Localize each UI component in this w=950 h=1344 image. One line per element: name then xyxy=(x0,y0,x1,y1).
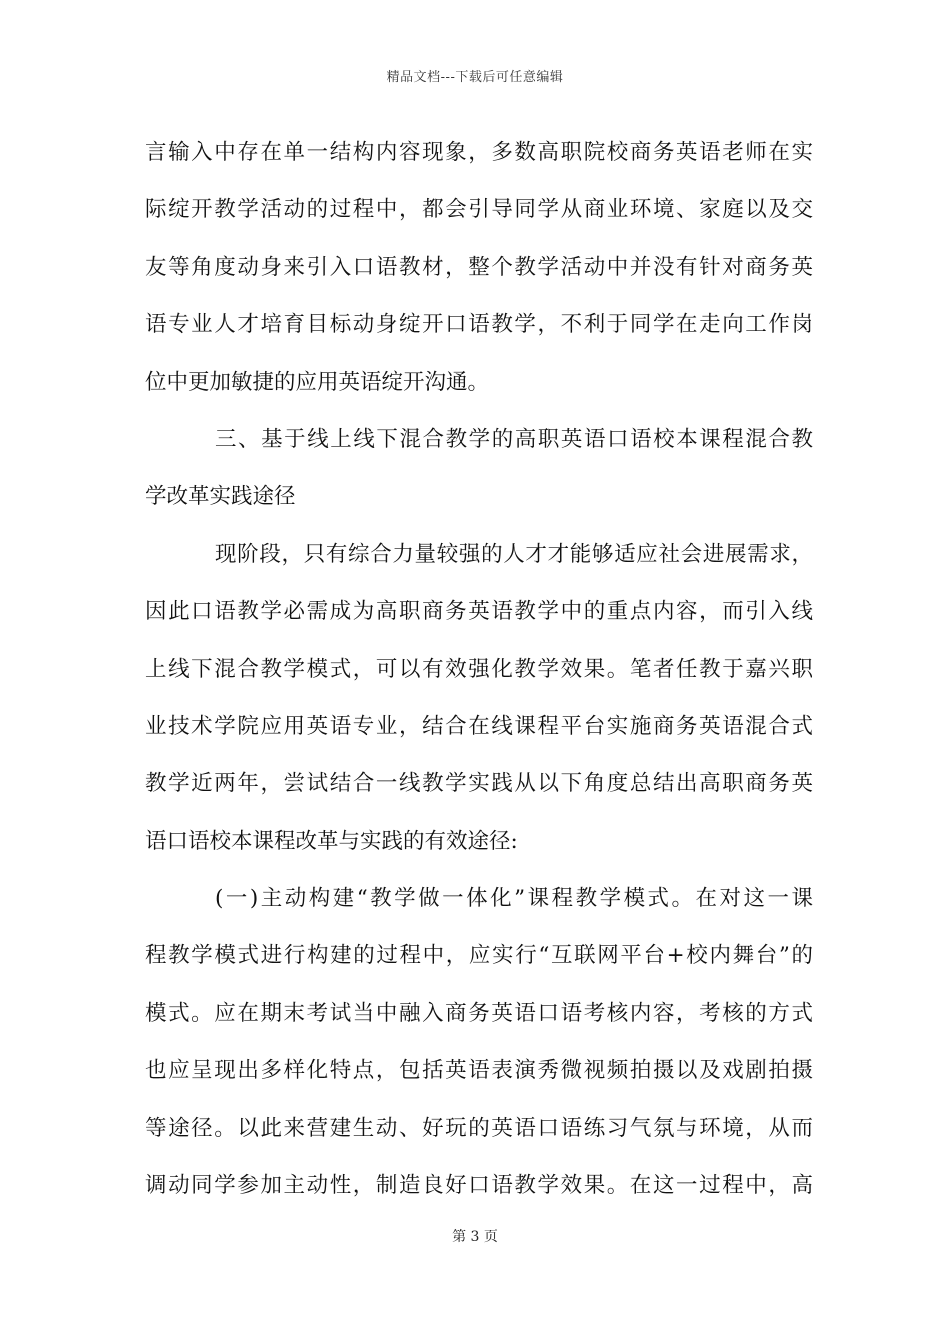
text-line: 语口语校本课程改革与实践的有效途径: xyxy=(145,828,518,854)
text-line: 学改革实践途径 xyxy=(145,484,296,510)
text-line: 言输入中存在单一结构内容现象，多数高职院校商务英语老师在实 xyxy=(145,140,813,165)
text-line: 友等角度动身来引入口语教材，整个教学活动中并没有针对商务英 xyxy=(145,254,813,280)
text-line: 也应呈现出多样化特点，包括英语表演秀微视频拍摄以及戏剧拍摄 xyxy=(145,1058,813,1084)
text-line: 现阶段，只有综合力量较强的人才才能够适应社会进展需求， xyxy=(215,541,813,567)
text-line: 调动同学参加主动性，制造良好口语教学效果。在这一过程中，高 xyxy=(145,1173,813,1199)
text-line: 模式。应在期末考试当中融入商务英语口语考核内容，考核的方式 xyxy=(145,1000,813,1026)
text-line: 程教学模式进行构建的过程中，应实行“互联网平台+校内舞台”的 xyxy=(145,943,813,969)
text-line: 三、基于线上线下混合教学的高职英语口语校本课程混合教 xyxy=(215,426,813,452)
text-line: 因此口语教学必需成为高职商务英语教学中的重点内容，而引入线 xyxy=(145,599,813,625)
text-line: 业技术学院应用英语专业，结合在线课程平台实施商务英语混合式 xyxy=(145,713,813,739)
page-header: 精品文档---下载后可任意编辑 xyxy=(386,70,564,85)
text-line: (一)主动构建“教学做一体化”课程教学模式。在对这一课 xyxy=(215,886,813,912)
text-line: 上线下混合教学模式，可以有效强化教学效果。笔者任教于嘉兴职 xyxy=(145,656,813,682)
page-number: 第 3 页 xyxy=(452,1229,498,1245)
body-text xyxy=(145,124,813,1214)
text-line: 际绽开教学活动的过程中，都会引导同学从商业环境、家庭以及交 xyxy=(145,197,813,223)
text-line: 等途径。以此来营建生动、好玩的英语口语练习气氛与环境，从而 xyxy=(145,1115,813,1141)
text-line: 语专业人才培育目标动身绽开口语教学，不利于同学在走向工作岗 xyxy=(145,312,813,338)
text-line: 教学近两年，尝试结合一线教学实践从以下角度总结出高职商务英 xyxy=(145,771,813,797)
text-line: 位中更加敏捷的应用英语绽开沟通。 xyxy=(145,369,490,395)
